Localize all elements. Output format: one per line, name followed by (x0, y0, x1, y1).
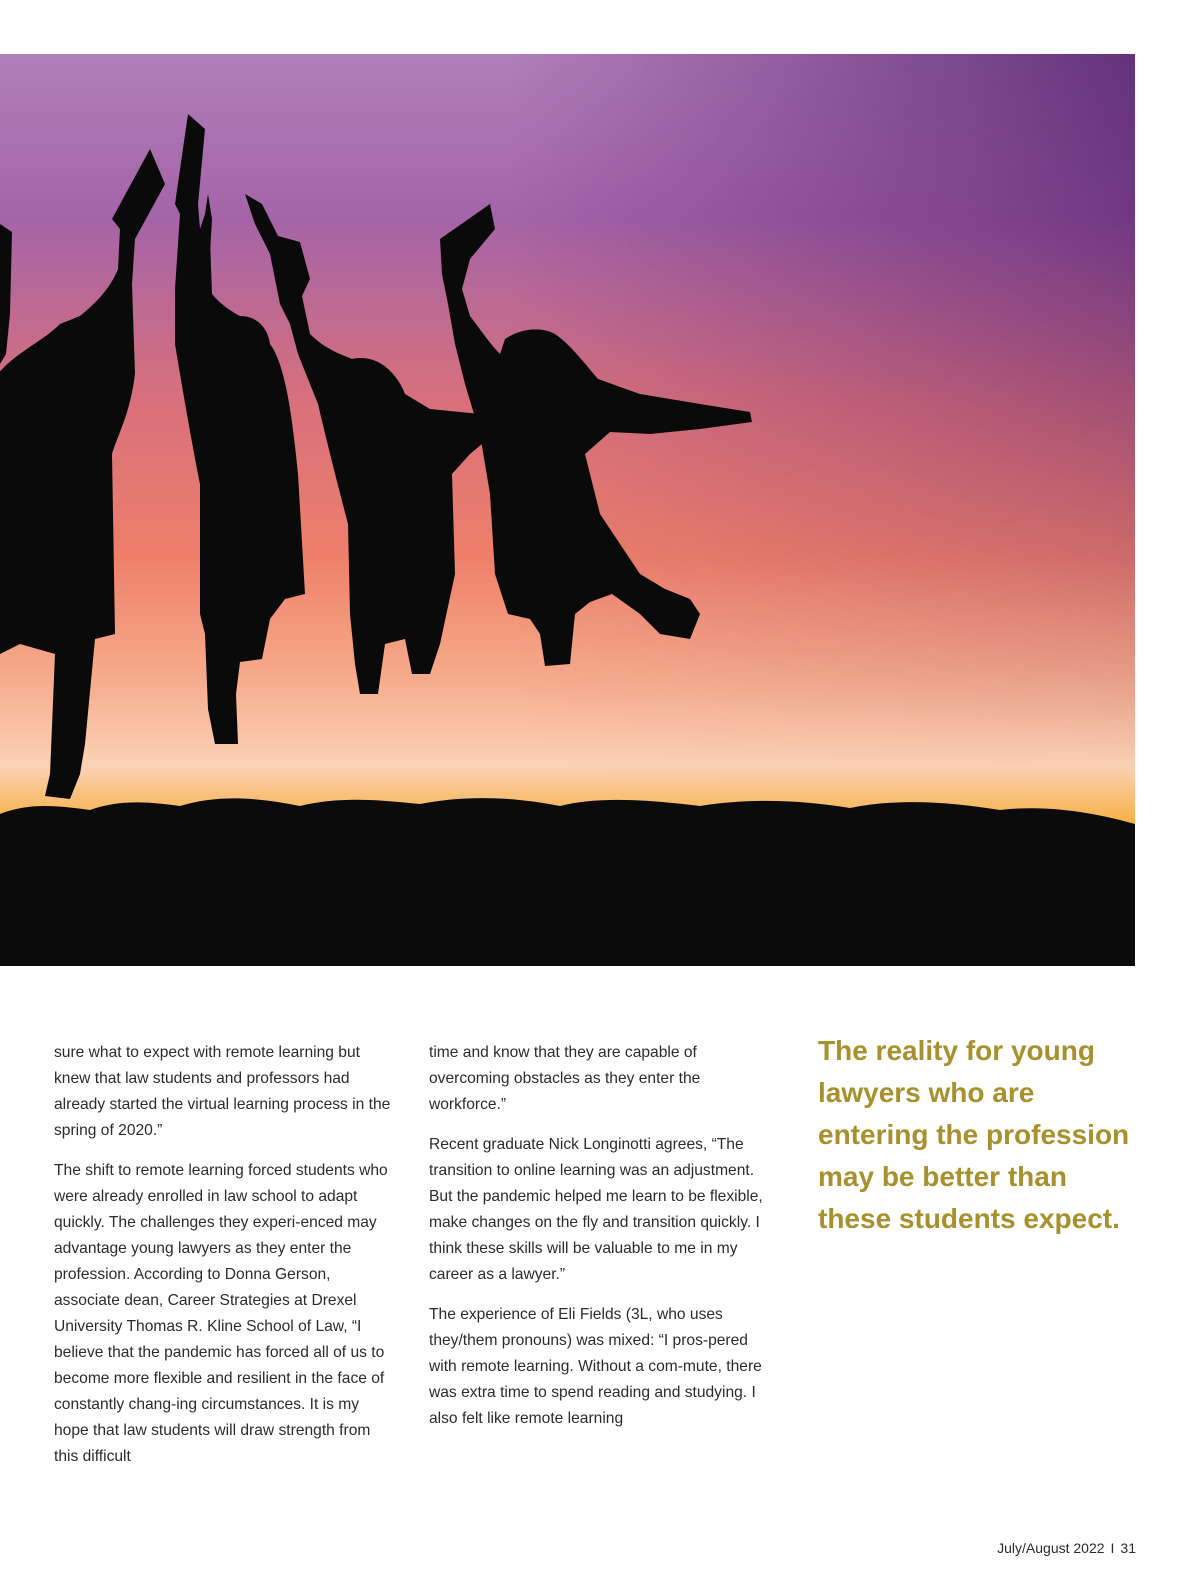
article-column-2 (429, 1040, 764, 1446)
paragraph: The experience of Eli Fields (3L, who uses they/them pronouns) was mixed: “I pros-pered with remote learning. Without a com-mute, there was extra time to spend reading and studying. I also felt like remote learning (429, 1306, 762, 1427)
paragraph: The shift to remote learning forced students who were already enrolled in law school to adapt quickly. The challenges they experi-enced may advantage young lawyers as they enter the profession. According to Donna Gerson, associate dean, Career Strategies at Drexel University Thomas R. Kline School of Law, “I believe that the pandemic has forced all of us to become more flexible and resilient in the face of constantly chang-ing circumstances. It is my hope that law students will draw strength from this difficult (54, 1162, 388, 1465)
paragraph: sure what to expect with remote learning but knew that law students and professors had already started the virtual learning process in the spring of 2020.” (54, 1044, 391, 1139)
hero-photo (0, 54, 1135, 966)
pull-quote: The reality for young lawyers who are entering the profession may be better than these students expect. (818, 1035, 1130, 1234)
page-number: 31 (1120, 1540, 1136, 1556)
page-footer (997, 1540, 1136, 1556)
issue-date: July/August 2022 (997, 1540, 1105, 1556)
paragraph: Recent graduate Nick Longinotti agrees, “The transition to online learning was an adjustment. But the pandemic helped me learn to be flexible, make changes on the fly and transition quickly. I think these skills will be valuable to me in my career as a lawyer.” (429, 1136, 763, 1283)
paragraph: time and know that they are capable of overcoming obstacles as they enter the workforce.” (429, 1044, 701, 1113)
graduates-silhouette-sunset-photo (0, 54, 1135, 966)
article-column-1 (54, 1040, 394, 1484)
footer-separator: I (1110, 1540, 1115, 1556)
